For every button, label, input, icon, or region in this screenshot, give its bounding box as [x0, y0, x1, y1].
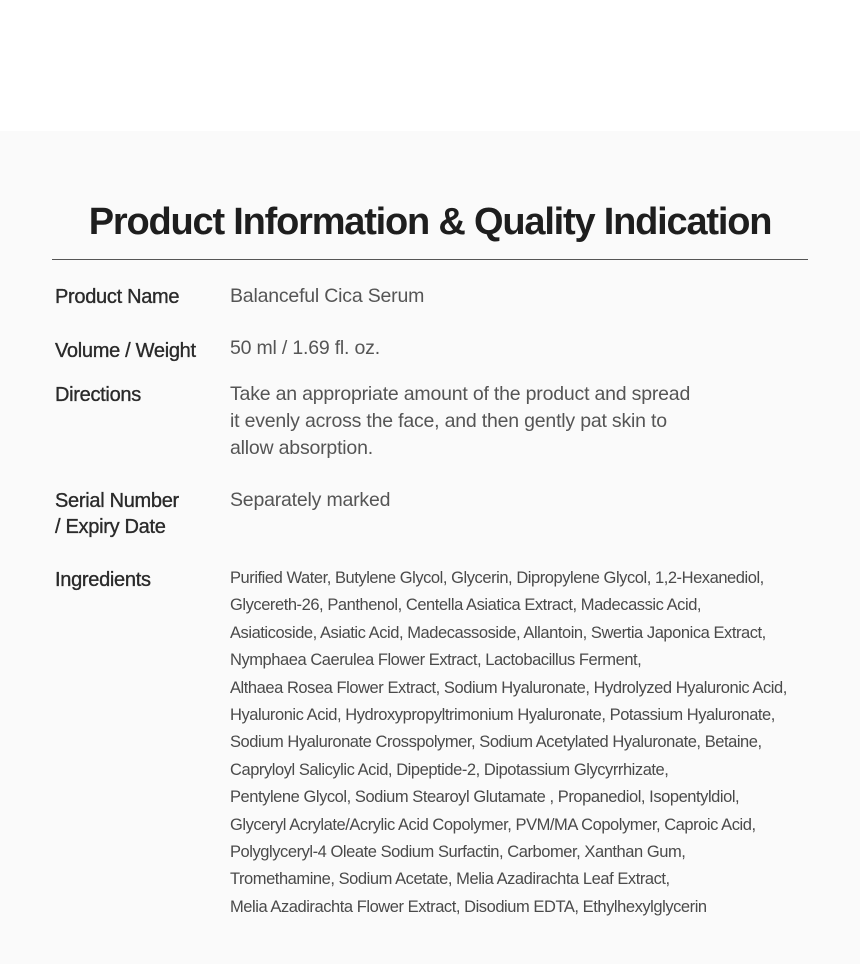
product-name-label: Product Name — [55, 286, 180, 308]
ingredients-line: Glyceryl Acrylate/Acrylic Acid Copolymer, PVM/MA Copolymer, Caproic Acid, — [230, 815, 756, 834]
serial-label-line: Serial Number — [55, 490, 179, 512]
expiry-label-line: / Expiry Date — [55, 516, 166, 538]
ingredients-line: Asiaticoside, Asiatic Acid, Madecassoside, Allantoin, Swertia Japonica Extract, — [230, 623, 766, 642]
ingredients-line: Glycereth-26, Panthenol, Centella Asiatica Extract, Madecassic Acid, — [230, 596, 702, 615]
directions-label: Directions — [55, 384, 141, 406]
ingredients-line: Tromethamine, Sodium Acetate, Melia Azadirachta Leaf Extract, — [230, 870, 670, 889]
page-title: Product Information & Quality Indication — [88, 201, 772, 243]
top-blank-area — [0, 0, 860, 131]
ingredients-line: Purified Water, Butylene Glycol, Glycerin, Dipropylene Glycol, 1,2-Hexanediol, — [230, 569, 764, 587]
ingredients-line: Sodium Hyaluronate Crosspolymer, Sodium Acetylated Hyaluronate, Betaine, — [230, 733, 762, 752]
volume-label: Volume / Weight — [55, 340, 196, 362]
directions-value — [230, 381, 690, 462]
serial-expiry-label — [55, 488, 225, 540]
ingredients-line: Capryloyl Salicylic Acid, Dipeptide-2, Dipotassium Glycyrrhizate, — [230, 760, 669, 779]
directions-line: allow absorption. — [230, 437, 373, 459]
ingredients-list — [230, 565, 830, 921]
ingredients-line: Nymphaea Caerulea Flower Extract, Lactobacillus Ferment, — [230, 651, 642, 670]
serial-expiry-value: Separately marked — [230, 489, 391, 511]
ingredients-line: Melia Azadirachta Flower Extract, Disodium EDTA, Ethylhexylglycerin — [230, 897, 707, 916]
ingredients-label: Ingredients — [55, 569, 151, 591]
product-name-value: Balanceful Cica Serum — [230, 285, 425, 307]
title-divider — [52, 259, 808, 260]
product-info-panel — [0, 131, 860, 964]
ingredients-line: Polyglyceryl-4 Oleate Sodium Surfactin, Carbomer, Xanthan Gum, — [230, 843, 686, 862]
volume-value: 50 ml / 1.69 fl. oz. — [230, 337, 380, 359]
directions-line: it evenly across the face, and then gently pat skin to — [230, 410, 667, 432]
directions-line: Take an appropriate amount of the product and spread — [230, 383, 691, 405]
ingredients-line: Althaea Rosea Flower Extract, Sodium Hyaluronate, Hydrolyzed Hyaluronic Acid, — [230, 678, 787, 697]
ingredients-line: Hyaluronic Acid, Hydroxypropyltrimonium Hyaluronate, Potassium Hyaluronate, — [230, 706, 775, 725]
ingredients-line: Pentylene Glycol, Sodium Stearoyl Glutamate , Propanediol, Isopentyldiol, — [230, 788, 740, 807]
